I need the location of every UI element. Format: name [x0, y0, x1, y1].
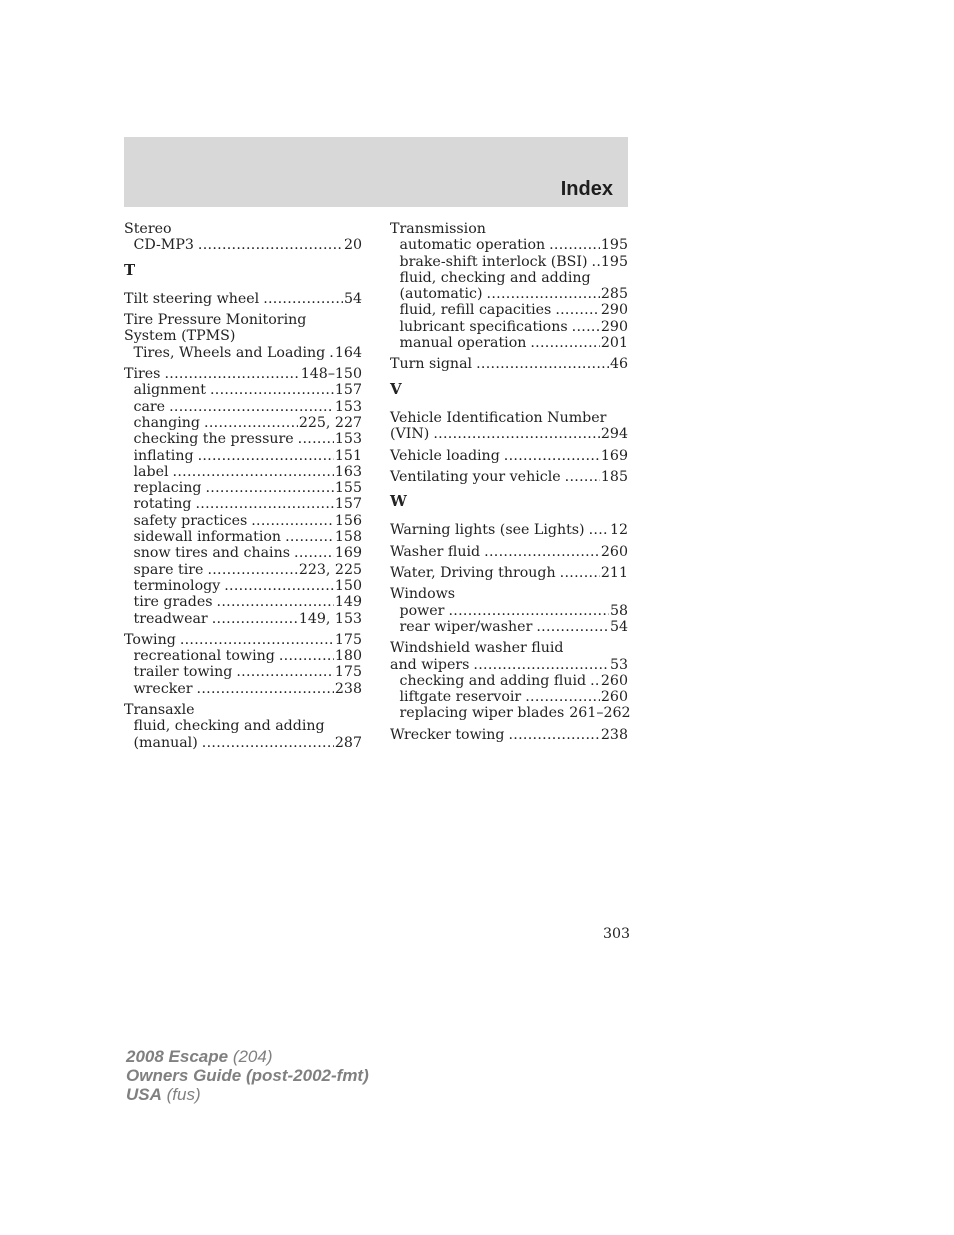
entry-page: 158	[334, 529, 362, 546]
index-subentry	[390, 302, 628, 318]
index-line	[124, 312, 362, 328]
entry-label: snow tires and chains	[133, 545, 291, 562]
entry-label: and wipers	[390, 656, 470, 673]
entry-label: (manual)	[133, 734, 198, 751]
index-subentry	[124, 529, 362, 545]
index-subentry	[390, 603, 628, 619]
entry-page: 163	[334, 463, 362, 480]
index-subentry	[124, 664, 362, 680]
entry-page: 238	[334, 680, 362, 697]
entry-page: 20	[343, 237, 362, 254]
entry-page: 149	[334, 594, 362, 611]
entry-label: liftgate reservoir	[399, 689, 522, 706]
entry-page: 149, 153	[298, 610, 362, 627]
entry-label: Vehicle loading	[390, 447, 500, 464]
index-subentry	[124, 648, 362, 664]
entry-label: System (TPMS)	[124, 328, 236, 345]
entry-label: Windows	[390, 586, 456, 603]
leader-dots	[217, 594, 334, 610]
leader-dots	[525, 689, 600, 705]
entry-label: Tires	[124, 366, 161, 383]
entry-label: Turn signal	[390, 356, 473, 373]
entry-label: trailer towing	[133, 664, 233, 681]
index-subentry	[124, 345, 362, 361]
index-subentry	[390, 335, 628, 351]
index-subentry	[124, 735, 362, 751]
index-entry	[390, 522, 628, 538]
entry-label: Transaxle	[124, 702, 195, 719]
leader-dots	[279, 648, 334, 664]
leader-dots	[195, 496, 333, 512]
entry-label: recreational towing	[133, 648, 275, 665]
index-line	[124, 291, 362, 307]
index-entry	[390, 640, 631, 722]
index-subentry	[124, 562, 362, 578]
index-subentry	[390, 254, 628, 270]
leader-dots	[298, 431, 334, 447]
index-subentry	[124, 681, 362, 697]
index-subentry	[390, 286, 628, 302]
entry-page: 201	[600, 335, 628, 352]
entry-label: spare tire	[133, 561, 204, 578]
leader-dots	[555, 302, 600, 318]
index-subentry	[124, 464, 362, 480]
leader-dots	[504, 448, 600, 464]
entry-page: 148–150	[300, 366, 362, 383]
index-line	[124, 366, 362, 382]
leader-dots	[212, 611, 298, 627]
leader-dots	[285, 529, 334, 545]
entry-label: treadwear	[133, 610, 208, 627]
index-entry	[390, 565, 628, 581]
entry-page: 260	[600, 543, 628, 560]
entry-page: 157	[334, 382, 362, 399]
entry-page: 261–262	[569, 705, 631, 722]
index-line	[390, 448, 628, 464]
leader-dots	[592, 254, 600, 270]
leader-dots	[536, 619, 609, 635]
entry-label: replacing	[133, 480, 202, 497]
index-line	[390, 426, 628, 442]
index-line	[124, 328, 362, 344]
entry-label: sidewall information	[133, 529, 282, 546]
index-line	[390, 727, 628, 743]
leader-dots	[484, 544, 600, 560]
entry-page: 58	[609, 602, 628, 619]
entry-page: 175	[334, 664, 362, 681]
entry-label: safety practices	[133, 512, 248, 529]
entry-label: care	[133, 398, 166, 415]
index-entry	[390, 448, 628, 464]
index-subentry	[124, 578, 362, 594]
leader-dots	[198, 448, 334, 464]
entry-label: Washer fluid	[390, 543, 481, 560]
index-entry	[390, 221, 628, 351]
entry-page: 290	[600, 318, 628, 335]
leader-dots	[224, 578, 334, 594]
index-subentry	[390, 619, 628, 635]
index-subentry	[124, 611, 362, 627]
index-line	[390, 410, 628, 426]
index-entry	[124, 312, 362, 361]
entry-label: Windshield washer fluid	[390, 640, 564, 657]
entry-page: 54	[343, 290, 362, 307]
leader-dots	[205, 480, 333, 496]
entry-label: CD-MP3	[133, 237, 194, 254]
index-section-letter: V	[390, 379, 402, 398]
entry-label: Tilt steering wheel	[124, 290, 260, 307]
leader-dots	[487, 286, 600, 302]
index-subentry	[124, 496, 362, 512]
index-subentry	[124, 513, 362, 529]
entry-label: (automatic)	[399, 286, 483, 303]
index-section-letter: W	[390, 492, 407, 511]
index-subentry	[124, 415, 362, 431]
index-entry	[390, 356, 628, 372]
leader-dots	[251, 513, 334, 529]
index-entry	[390, 544, 628, 560]
index-line	[124, 632, 362, 648]
index-subentry	[124, 399, 362, 415]
leader-dots	[202, 735, 334, 751]
entry-page: 185	[600, 468, 628, 485]
leader-dots	[560, 565, 600, 581]
leader-dots	[473, 657, 609, 673]
index-subentry	[390, 689, 628, 705]
entry-label: inflating	[133, 447, 194, 464]
index-subentry	[390, 705, 631, 722]
entry-label: tire grades	[133, 594, 213, 611]
index-subentry	[390, 237, 628, 253]
entry-page: 195	[600, 253, 628, 270]
page-title: Index	[560, 178, 613, 200]
index-line	[124, 702, 362, 718]
entry-page: 223, 225	[298, 561, 362, 578]
index-subentry	[390, 270, 628, 286]
index-entry	[390, 586, 628, 635]
leader-dots	[204, 415, 298, 431]
entry-label: fluid, checking and adding	[133, 718, 325, 735]
index-line	[390, 469, 628, 485]
leader-dots	[180, 632, 334, 648]
leader-dots	[590, 673, 600, 689]
leader-dots	[236, 664, 334, 680]
index-column-right	[390, 221, 631, 748]
index-entry	[390, 410, 628, 443]
entry-label: brake-shift interlock (BSI)	[399, 253, 588, 270]
entry-label: checking the pressure	[133, 431, 294, 448]
entry-page: 290	[600, 302, 628, 319]
entry-page: 155	[334, 480, 362, 497]
index-subentry	[390, 319, 628, 335]
entry-label: wrecker	[133, 680, 193, 697]
index-line	[390, 640, 628, 656]
entry-label: Wrecker towing	[390, 726, 505, 743]
header-band	[124, 137, 628, 207]
entry-label: fluid, checking and adding	[399, 269, 591, 286]
entry-label: Tires, Wheels and Loading	[133, 344, 326, 361]
footer-line-3: USA (fus)	[126, 1085, 201, 1104]
entry-page: 260	[600, 689, 628, 706]
footer-line-1: 2008 Escape (204)	[126, 1047, 273, 1066]
leader-dots	[169, 399, 334, 415]
leader-dots	[263, 291, 343, 307]
entry-label: manual operation	[399, 335, 527, 352]
entry-page: 238	[600, 726, 628, 743]
entry-page: 285	[600, 286, 628, 303]
entry-label: Vehicle Identification Number	[390, 409, 607, 426]
entry-page: 46	[609, 356, 628, 373]
leader-dots	[207, 562, 297, 578]
entry-page: 151	[334, 447, 362, 464]
index-entry	[124, 291, 362, 307]
entry-label: changing	[133, 414, 201, 431]
entry-page: 153	[334, 431, 362, 448]
index-subentry	[124, 718, 362, 734]
entry-page: 287	[334, 734, 362, 751]
entry-page: 156	[334, 512, 362, 529]
index-line	[390, 586, 628, 602]
entry-label: Transmission	[390, 221, 486, 237]
entry-label: Towing	[124, 631, 176, 648]
entry-page: 169	[600, 447, 628, 464]
index-subentry	[124, 480, 362, 496]
leader-dots	[198, 237, 343, 253]
entry-label: Ventilating your vehicle	[390, 468, 561, 485]
leader-dots	[549, 237, 600, 253]
entry-label: label	[133, 463, 169, 480]
entry-page: 225, 227	[298, 414, 362, 431]
entry-page: 153	[334, 398, 362, 415]
leader-dots	[476, 356, 609, 372]
entry-label: checking and adding fluid	[399, 672, 587, 689]
index-subentry	[124, 545, 362, 561]
entry-label: terminology	[133, 577, 221, 594]
leader-dots	[589, 522, 609, 538]
leader-dots	[164, 366, 299, 382]
leader-dots	[509, 727, 600, 743]
footer	[126, 1047, 369, 1104]
leader-dots	[565, 469, 600, 485]
entry-label: alignment	[133, 382, 206, 399]
leader-dots	[210, 382, 334, 398]
entry-label: Warning lights (see Lights)	[390, 522, 585, 539]
entry-page: 260	[600, 672, 628, 689]
index-entry	[124, 632, 362, 697]
entry-page: 53	[609, 656, 628, 673]
index-subentry	[124, 382, 362, 398]
index-line	[390, 221, 628, 237]
index-subentry	[124, 237, 362, 253]
index-column-left	[124, 221, 362, 756]
entry-label: replacing wiper blades	[399, 705, 565, 722]
leader-dots	[329, 345, 334, 361]
entry-page: 195	[600, 237, 628, 254]
leader-dots	[433, 426, 600, 442]
index-entry	[124, 366, 362, 627]
index-entry	[390, 469, 628, 485]
leader-dots	[530, 335, 600, 351]
index-line	[390, 544, 628, 560]
index-entry	[124, 221, 362, 254]
entry-label: lubricant specifications	[399, 318, 568, 335]
entry-label: (VIN)	[390, 426, 430, 443]
entry-label: power	[399, 602, 445, 619]
index-entry	[390, 727, 628, 743]
index-subentry	[124, 448, 362, 464]
entry-page: 54	[609, 618, 628, 635]
entry-label: automatic operation	[399, 237, 546, 254]
entry-page: 164	[334, 344, 362, 361]
index-line	[124, 221, 362, 237]
index-subentry	[124, 594, 362, 610]
entry-label: Stereo	[124, 221, 172, 237]
index-line	[390, 522, 628, 538]
entry-page: 175	[334, 631, 362, 648]
index-subentry	[124, 431, 362, 447]
index-section-letter: T	[124, 260, 136, 279]
footer-line-2: Owners Guide (post-2002-fmt)	[126, 1066, 369, 1085]
entry-page: 294	[600, 426, 628, 443]
entry-label: Water, Driving through	[390, 565, 556, 582]
entry-page: 12	[609, 522, 628, 539]
index-line	[390, 657, 628, 673]
entry-page: 157	[334, 496, 362, 513]
entry-page: 150	[334, 577, 362, 594]
entry-label: fluid, refill capacities	[399, 302, 552, 319]
leader-dots	[448, 603, 608, 619]
leader-dots	[294, 545, 334, 561]
index-line	[390, 356, 628, 372]
index-entry	[124, 702, 362, 751]
entry-label: rear wiper/washer	[399, 618, 533, 635]
leader-dots	[197, 681, 334, 697]
entry-label: Tire Pressure Monitoring	[124, 312, 307, 329]
entry-page: 169	[334, 545, 362, 562]
leader-dots	[572, 319, 600, 335]
entry-label: rotating	[133, 496, 192, 513]
leader-dots	[173, 464, 334, 480]
index-subentry	[390, 673, 628, 689]
page-number: 303	[603, 926, 631, 942]
entry-page: 180	[334, 648, 362, 665]
entry-page: 211	[600, 565, 628, 582]
index-line	[390, 565, 628, 581]
